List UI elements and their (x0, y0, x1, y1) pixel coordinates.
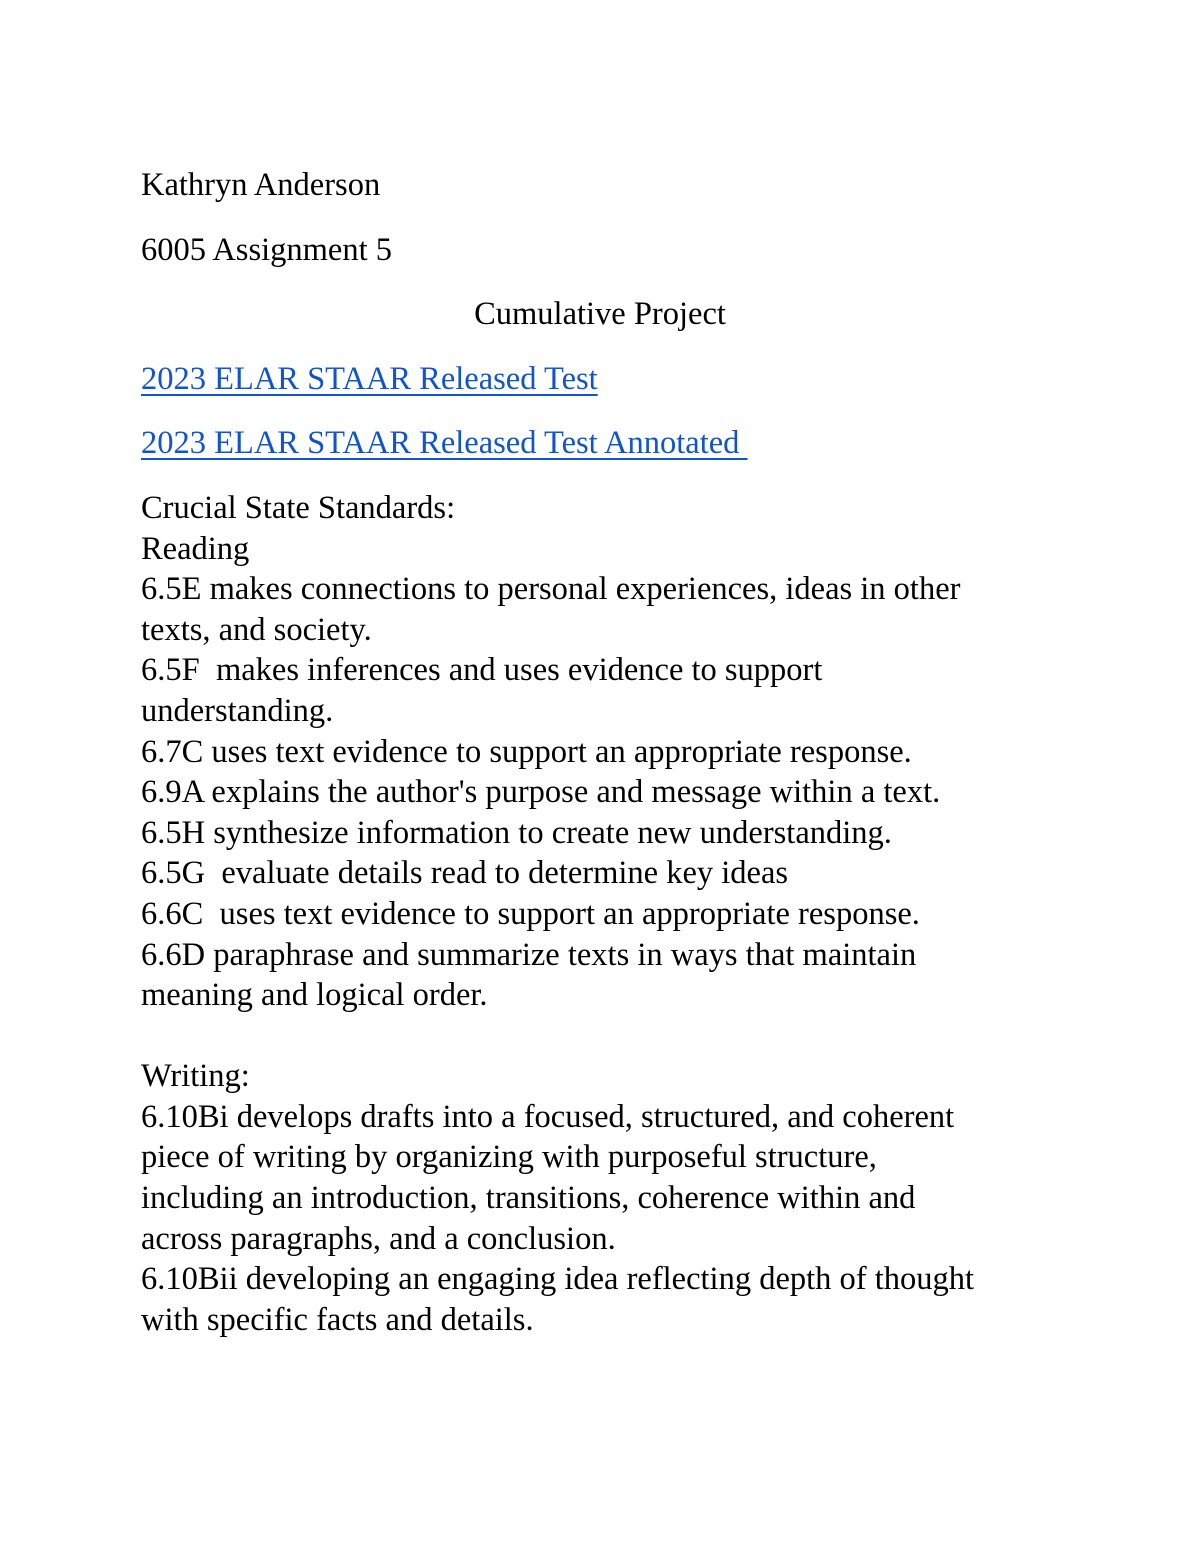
reading-standard-line: 6.5E makes connections to personal experiences, ideas in other (141, 571, 961, 608)
released-test-link[interactable]: 2023 ELAR STAAR Released Test (141, 360, 598, 397)
reading-standard-line: 6.5H synthesize information to create new understanding. (141, 814, 892, 851)
writing-standard-line: piece of writing by organizing with purposeful structure, (141, 1139, 877, 1176)
assignment-label: 6005 Assignment 5 (141, 231, 392, 268)
author-name: Kathryn Anderson (141, 167, 381, 203)
writing-standard-line: 6.10Bii developing an engaging idea reflecting depth of thought (141, 1261, 975, 1298)
writing-standard-line: across paragraphs, and a conclusion. (141, 1220, 616, 1257)
document-title: Cumulative Project (474, 296, 726, 333)
link-paragraph-annotated-test (141, 423, 1061, 464)
writing-standard-line: including an introduction, transitions, coherence within and (141, 1180, 916, 1217)
writing-label: Writing: (141, 1058, 250, 1095)
reading-standard-line: meaning and logical order. (141, 977, 488, 1014)
reading-standard-line: texts, and society. (141, 611, 372, 648)
writing-standard-line: with specific facts and details. (141, 1301, 534, 1338)
reading-standard-line: 6.7C uses text evidence to support an appropriate response. (141, 733, 912, 770)
document-body (141, 165, 1061, 1340)
blank-line (141, 1016, 1061, 1057)
writing-standard-line: 6.10Bi develops drafts into a focused, structured, and coherent (141, 1098, 955, 1135)
reading-standard-line: 6.6C uses text evidence to support an appropriate response. (141, 895, 920, 932)
reading-standard-line: 6.5G evaluate details read to determine key ideas (141, 855, 789, 892)
reading-standard-line: 6.5F makes inferences and uses evidence to support (141, 652, 823, 689)
standards-heading: Crucial State Standards: (141, 489, 456, 526)
standards-section (141, 488, 1061, 1340)
reading-standard-line: understanding. (141, 692, 334, 729)
reading-label: Reading (141, 530, 250, 567)
reading-standard-line: 6.9A explains the author's purpose and message within a text. (141, 774, 941, 811)
annotated-test-link[interactable]: 2023 ELAR STAAR Released Test Annotated (141, 425, 748, 462)
reading-standard-line: 6.6D paraphrase and summarize texts in ways that maintain (141, 936, 917, 973)
link-paragraph-released-test (141, 359, 1061, 400)
